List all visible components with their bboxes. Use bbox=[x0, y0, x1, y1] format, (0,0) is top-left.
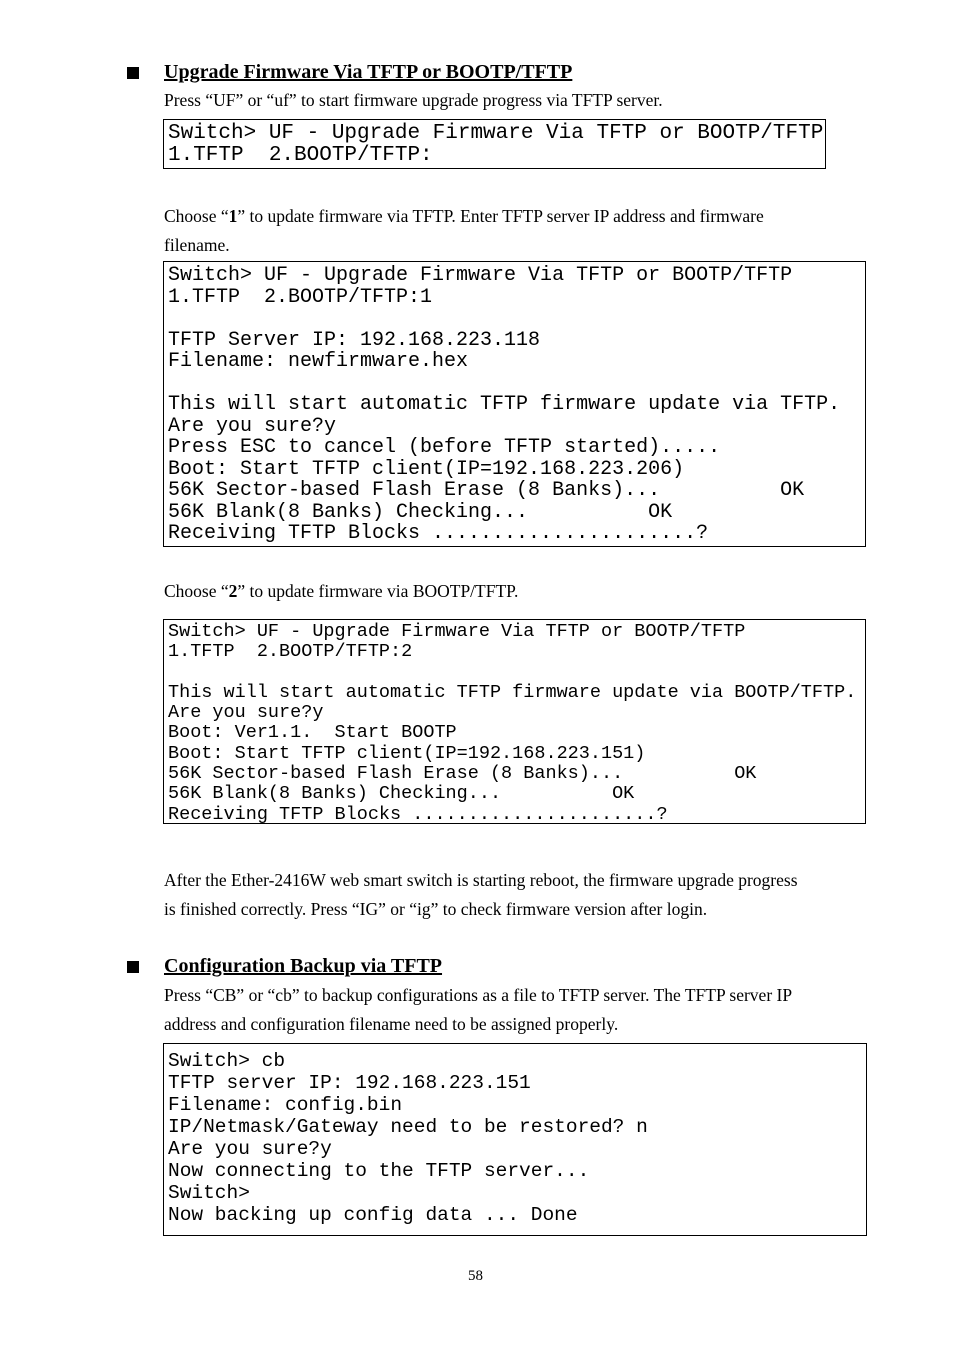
terminal-box-tftp-upgrade bbox=[163, 261, 866, 547]
terminal-line: Filename: newfirmware.hex bbox=[168, 350, 469, 373]
terminal-line: IP/Netmask/Gateway need to be restored? n bbox=[168, 1116, 648, 1138]
option-number: 1 bbox=[228, 206, 238, 226]
terminal-line: Now connecting to the TFTP server... bbox=[168, 1160, 590, 1182]
choose-bootp-text: Choose “2” to update firmware via BOOTP/TFTP. bbox=[164, 581, 519, 601]
terminal-line bbox=[168, 308, 865, 330]
terminal-line: Filename: config.bin bbox=[168, 1094, 403, 1116]
terminal-line: Receiving TFTP Blocks ......................? bbox=[168, 803, 668, 824]
terminal-box-config-backup bbox=[163, 1043, 867, 1236]
terminal-line: Are you sure?y bbox=[168, 414, 337, 438]
section-heading-upgrade-firmware: Upgrade Firmware Via TFTP or BOOTP/TFTP bbox=[164, 61, 573, 83]
terminal-line: Switch> bbox=[168, 1182, 250, 1204]
terminal-line: Press ESC to cancel (before TFTP started)..... bbox=[168, 436, 721, 459]
terminal-line: This will start automatic TFTP firmware update via BOOTP/TFTP. bbox=[168, 681, 857, 703]
terminal-line: This will start automatic TFTP firmware update via TFTP. bbox=[168, 393, 841, 416]
terminal-line: Switch> cb bbox=[168, 1050, 286, 1072]
terminal-line: 1.TFTP 2.BOOTP/TFTP: bbox=[168, 143, 433, 167]
choose-tftp-text: Choose “1” to update firmware via TFTP. Enter TFTP server IP address and firmware bbox=[164, 206, 764, 226]
terminal-line: Boot: Ver1.1. Start BOOTP bbox=[168, 722, 457, 744]
after-reboot-text-line1: After the Ether-2416W web smart switch is starting reboot, the firmware upgrade progress bbox=[164, 870, 798, 890]
terminal-line: Switch> UF - Upgrade Firmware Via TFTP or BOOTP/TFTP bbox=[168, 621, 746, 642]
after-reboot-text-line2: is finished correctly. Press “IG” or “ig” to check firmware version after login. bbox=[164, 899, 708, 919]
terminal-line: Now backing up config data ... Done bbox=[168, 1204, 578, 1226]
terminal-box-bootp-upgrade bbox=[163, 619, 866, 824]
bullet-square-icon bbox=[127, 67, 139, 79]
terminal-line: Boot: Start TFTP client(IP=192.168.223.206) bbox=[168, 457, 685, 481]
terminal-line: TFTP server IP: 192.168.223.151 bbox=[168, 1072, 531, 1094]
section-heading-config-backup: Configuration Backup via TFTP bbox=[164, 955, 443, 977]
terminal-line: Are you sure?y bbox=[168, 702, 324, 724]
terminal-line: 1.TFTP 2.BOOTP/TFTP:2 bbox=[168, 641, 413, 663]
terminal-line: Are you sure?y bbox=[168, 1138, 332, 1160]
terminal-line: Receiving TFTP Blocks ......................? bbox=[168, 522, 709, 545]
config-backup-intro-line1: Press “CB” or “cb” to backup configurations as a file to TFTP server. The TFTP server IP bbox=[164, 985, 793, 1005]
page-number: 58 bbox=[468, 1268, 483, 1284]
terminal-line bbox=[168, 373, 865, 395]
upgrade-intro-text: Press “UF” or “uf” to start firmware upgrade progress via TFTP server. bbox=[164, 90, 663, 110]
terminal-line: Switch> UF - Upgrade Firmware Via TFTP or BOOTP/TFTP bbox=[168, 264, 793, 287]
choose-tftp-text-line2: filename. bbox=[164, 235, 230, 255]
terminal-line: 56K Blank(8 Banks) Checking... OK bbox=[168, 783, 635, 805]
config-backup-intro-line2: address and configuration filename need to be assigned properly. bbox=[164, 1014, 619, 1034]
terminal-box-upgrade-menu bbox=[163, 119, 826, 169]
bullet-square-icon bbox=[127, 961, 139, 973]
terminal-line: 56K Sector-based Flash Erase (8 Banks)... OK bbox=[168, 763, 757, 785]
terminal-line: 56K Blank(8 Banks) Checking... OK bbox=[168, 500, 673, 524]
terminal-line: 1.TFTP 2.BOOTP/TFTP:1 bbox=[168, 285, 433, 309]
terminal-line: 56K Sector-based Flash Erase (8 Banks)... OK bbox=[168, 479, 805, 502]
terminal-line: Boot: Start TFTP client(IP=192.168.223.151) bbox=[168, 742, 646, 764]
terminal-line bbox=[168, 663, 865, 683]
terminal-line: Switch> UF - Upgrade Firmware Via TFTP or BOOTP/TFTP bbox=[168, 122, 824, 145]
option-number: 2 bbox=[228, 581, 238, 601]
terminal-line: TFTP Server IP: 192.168.223.118 bbox=[168, 328, 541, 352]
